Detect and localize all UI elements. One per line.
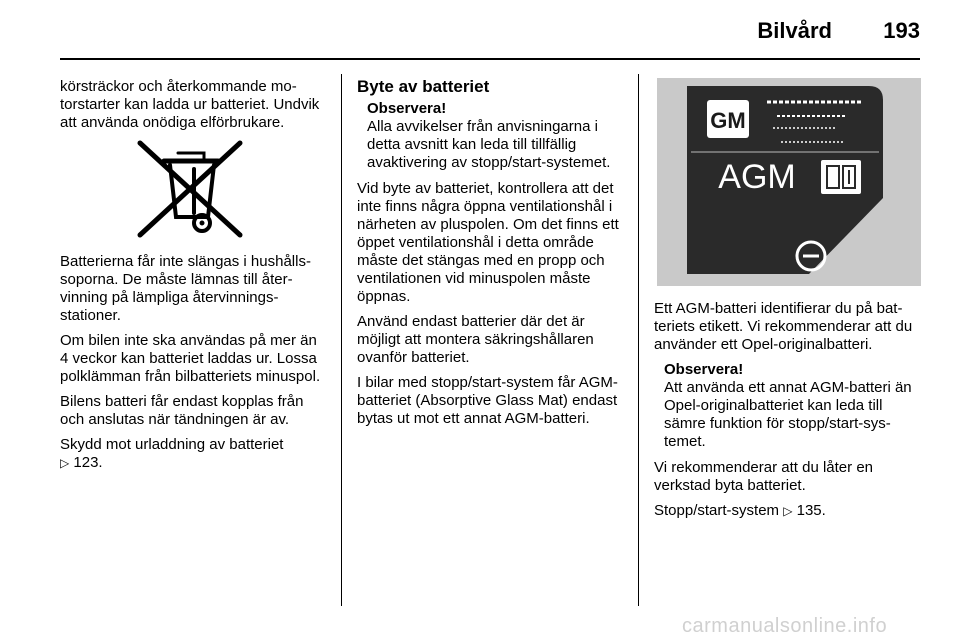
column-3	[654, 300, 922, 527]
header-divider	[60, 58, 920, 60]
note-title-2: Observera!	[664, 361, 744, 378]
stopstart-ref-text: Stopp/start-system	[654, 502, 780, 519]
paragraph-storage: Om bilen inte ska användas på mer än 4 veckor kan batteriet laddas ur. Lossa polklämman från bilbatteriets minuspol.	[60, 332, 321, 385]
discharge-ref-text: Skydd mot urladdning av batteriet	[60, 436, 284, 453]
page-number: 193	[883, 18, 920, 43]
paragraph-intro: körsträckor och återkommande motorstarter kan ladda ur batteriet. Undvik att använda onödiga elförbrukare.	[60, 78, 320, 131]
paragraph-discharge-ref	[60, 436, 328, 472]
note-box	[357, 100, 625, 172]
agm-label-text: AGM	[718, 158, 796, 196]
watermark: carmanualsonline.info	[682, 615, 888, 637]
stopstart-ref-page[interactable]: 135.	[796, 502, 826, 519]
column-divider-2	[638, 74, 639, 606]
paragraph-stopstart-ref	[654, 502, 922, 520]
reference-arrow-icon: ▷	[60, 456, 70, 470]
paragraph-agm-replacement: I bilar med stopp/start-system får AGM-batteriet (Absorptive Glass Mat) endast bytas ut mot ett annat AGM-batteri.	[357, 374, 618, 427]
paragraph-agm-identify: Ett AGM-batteri identifierar du på batteriets etikett. Vi rekommenderar att du använder ett Opel-originalbatteri.	[654, 300, 913, 353]
section-heading: Byte av batteriet	[357, 77, 490, 96]
paragraph-disposal: Batterierna får inte slängas i hushållssoporna. De måste lämnas till återvinning på lämpliga återvinningsstationer.	[60, 253, 311, 324]
agm-label-image	[657, 78, 921, 286]
paragraph-fuse-holder: Använd endast batterier där det är möjligt att montera säkringshållaren ovanför batteriet.	[357, 313, 594, 366]
column-divider-1	[341, 74, 342, 606]
paragraph-ventilation: Vid byte av batteriet, kontrollera att det inte finns några öppna ventilationshål i närheten av pluspolen. Om det finns ett öppet ventilationshål i detta område måste det stängas med en propp och ventilationen vid minuspolen måste öppnas.	[357, 180, 619, 305]
reference-arrow-icon: ▷	[783, 504, 793, 518]
gm-logo-text: GM	[710, 108, 746, 133]
discharge-ref-page[interactable]: 123.	[73, 454, 103, 471]
paragraph-workshop: Vi rekommenderar att du låter en verkstad byta batteriet.	[654, 459, 874, 494]
paragraph-ignition: Bilens batteri får endast kopplas från och anslutas när tändningen är av.	[60, 393, 304, 428]
note-title: Observera!	[367, 100, 447, 117]
page-header-title: Bilvård	[757, 18, 832, 43]
note-box-2	[654, 361, 922, 451]
note-text-2: Att använda ett annat AGM-batteri än Opel-originalbatteriet kan leda till sämre funktion för stopp/start-systemet.	[664, 379, 912, 450]
column-1	[60, 78, 328, 479]
note-text: Alla avvikelser från anvisningarna i detta avsnitt kan leda till tillfällig avaktivering av stopp/start-systemet.	[367, 118, 611, 171]
crossed-out-bin-icon	[136, 139, 246, 243]
column-2	[357, 78, 625, 435]
agm-battery-label-illustration	[657, 78, 921, 286]
